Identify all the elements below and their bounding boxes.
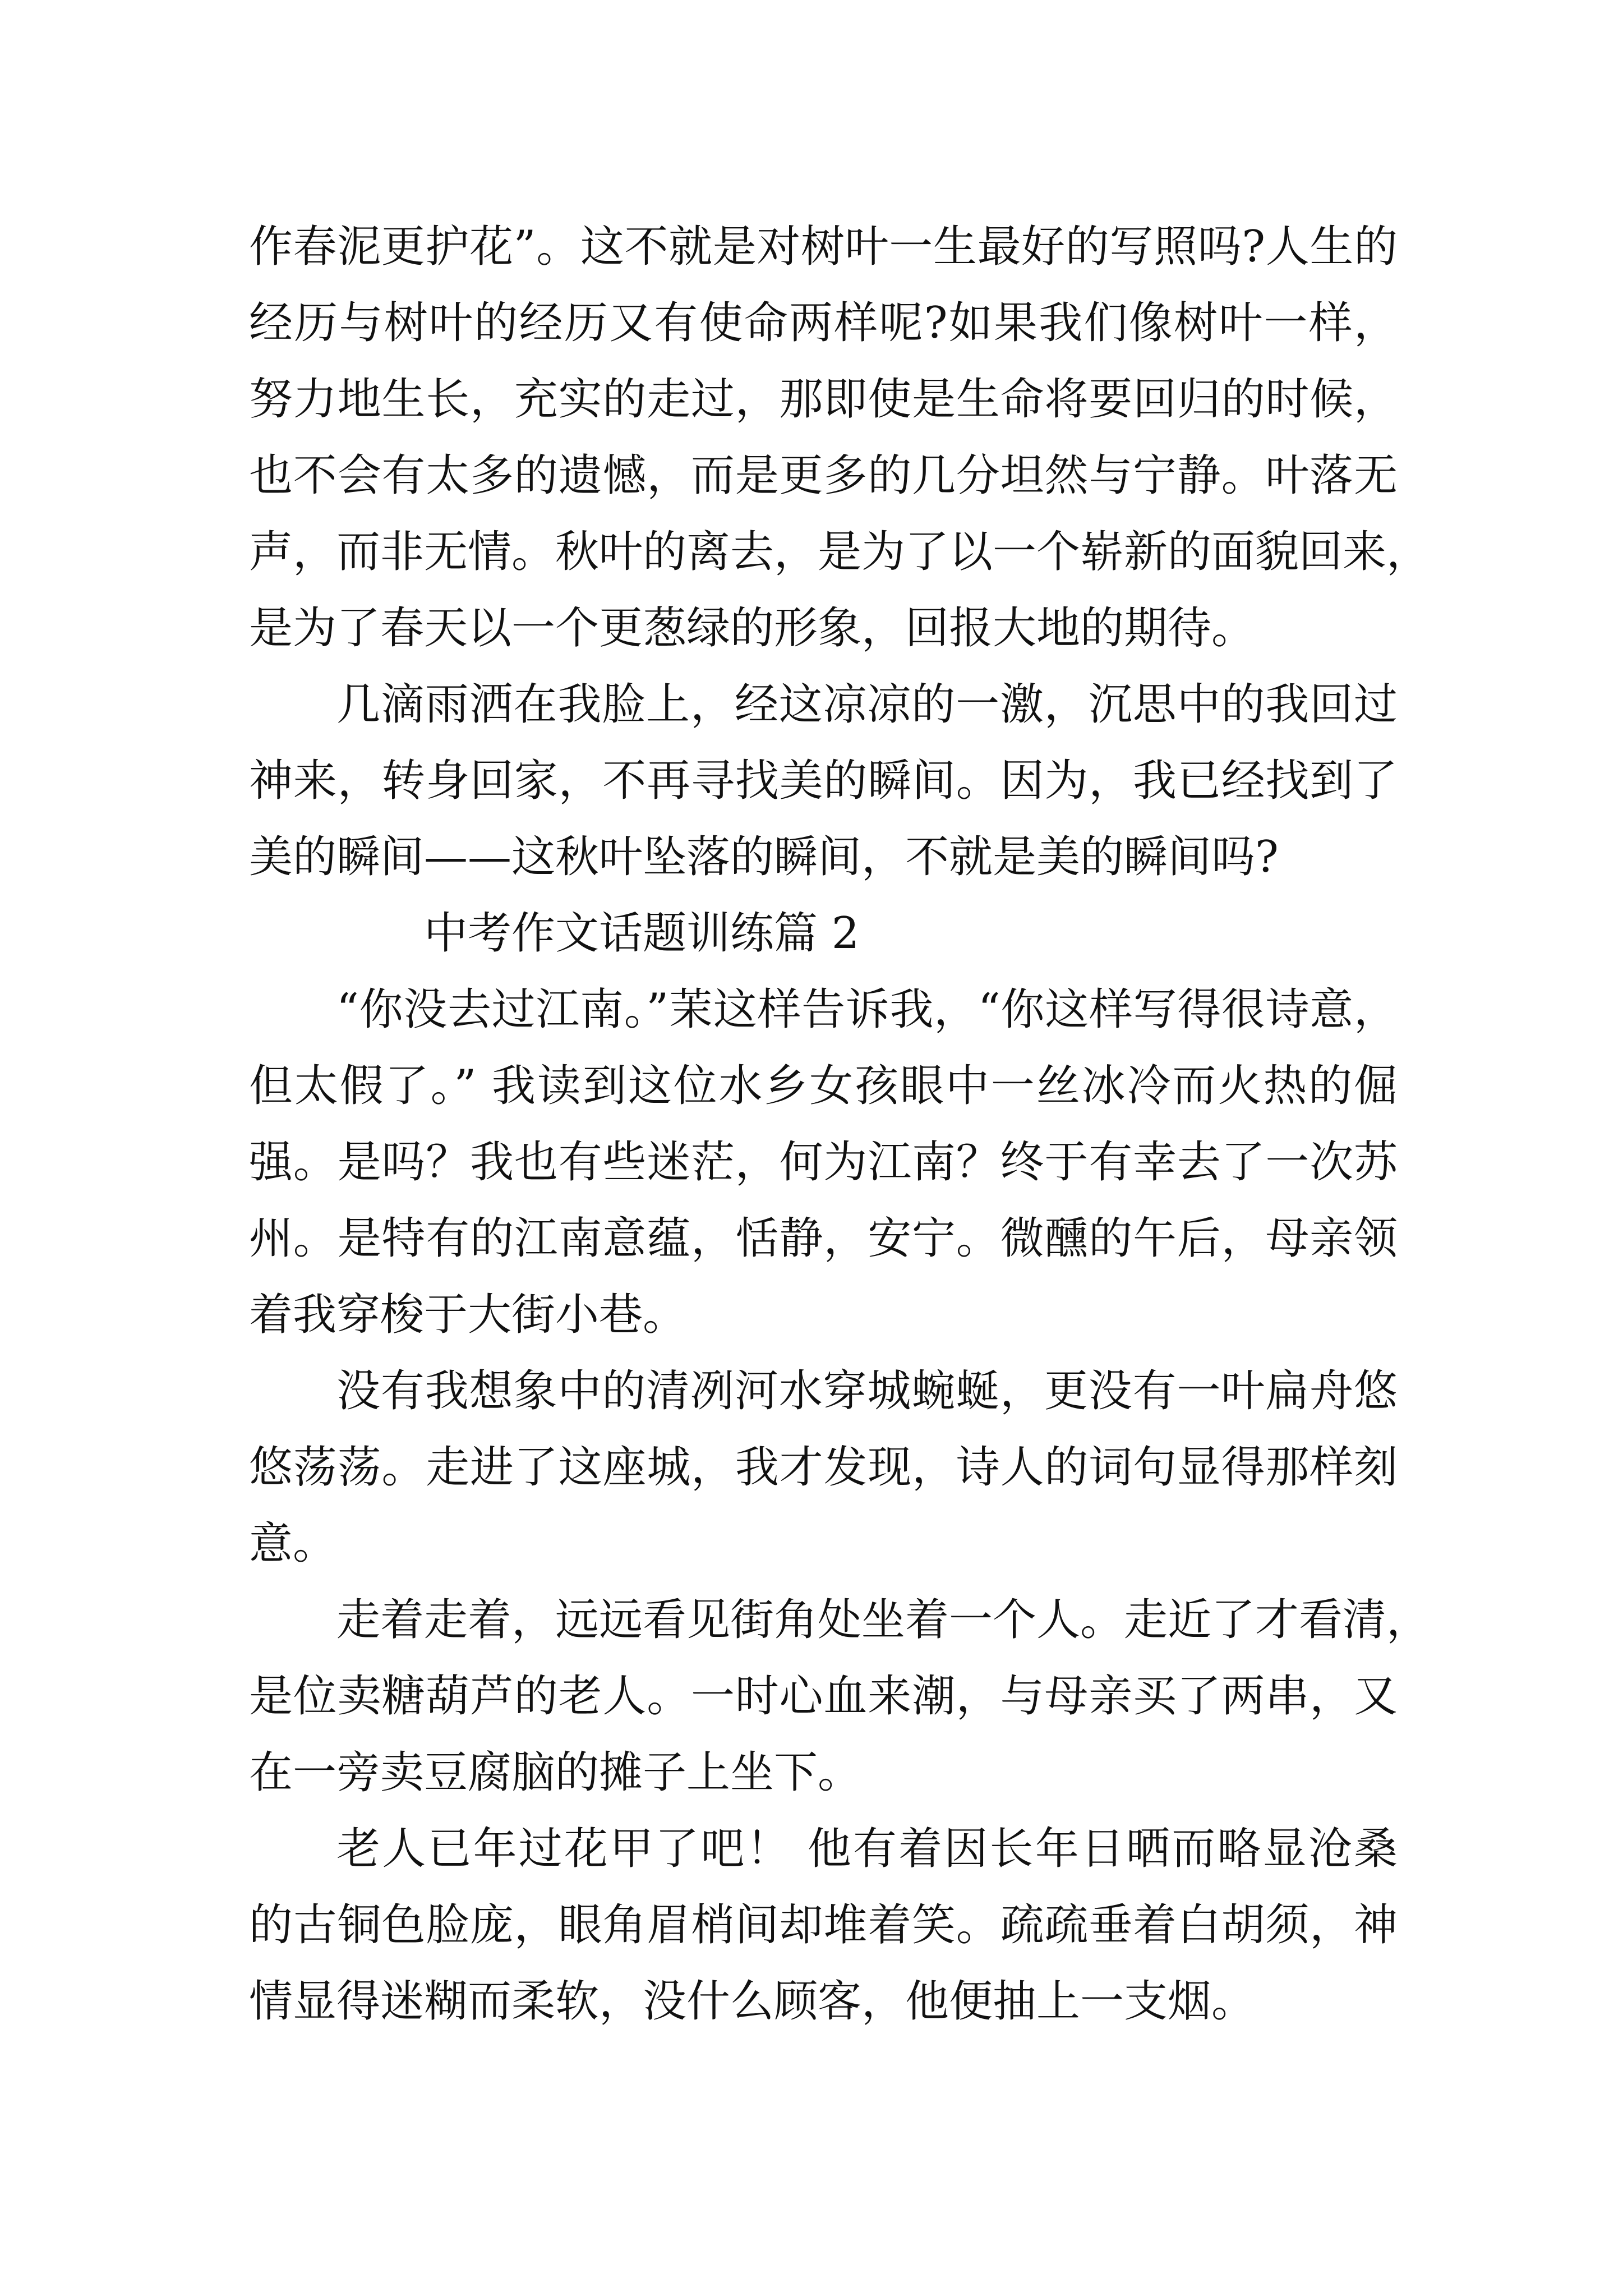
- text-line: 没有我想象中的清冽河水穿城蜿蜒，更没有一叶扁舟悠: [336, 1366, 1398, 1416]
- paragraph: [249, 666, 1398, 895]
- text-line: 州。是特有的江南意蕴，恬静，安宁。微醺的午后，母亲领: [249, 1213, 1398, 1264]
- text-line: 强。是吗？我也有些迷茫，何为江南？终于有幸去了一次苏: [249, 1137, 1398, 1188]
- text-line: 但太假了。” 我读到这位水乡女孩眼中一丝冰冷而火热的倔: [249, 1061, 1398, 1111]
- paragraph: [249, 1811, 1398, 2040]
- paragraph-continuation: [249, 209, 1431, 666]
- text-line: 着我穿梭于大街小巷。: [249, 1290, 687, 1340]
- text-line: 悠荡荡。走进了这座城，我才发现，诗人的词句显得那样刻: [249, 1442, 1398, 1493]
- heading-text: 中考作文话题训练篇 2: [424, 908, 860, 959]
- text-line: 意。: [249, 1519, 337, 1569]
- text-line: 在一旁卖豆腐脑的摊子上坐下。: [249, 1747, 862, 1798]
- text-line: 美的瞬间——这秋叶坠落的瞬间，不就是美的瞬间吗?: [249, 832, 1279, 882]
- text-line: 努力地生长，充实的走过，那即使是生命将要回归的时候，: [249, 374, 1398, 425]
- text-line: 老人已年过花甲了吧！ 他有着因长年日晒而略显沧桑: [336, 1824, 1398, 1874]
- text-line: 的古铜色脸庞，眼角眉梢间却堆着笑。疏疏垂着白胡须，神: [249, 1900, 1398, 1950]
- document-body: [249, 209, 1431, 2040]
- text-line: 作春泥更护花”。这不就是对树叶一生最好的写照吗?人生的: [249, 222, 1398, 272]
- text-line: 经历与树叶的经历又有使命两样呢?如果我们像树叶一样，: [249, 298, 1398, 348]
- text-line: 是为了春天以一个更葱绿的形象，回报大地的期待。: [249, 603, 1256, 654]
- text-line: “你没去过江南。”茉这样告诉我，“你这样写得很诗意，: [336, 984, 1398, 1035]
- text-line: 是位卖糖葫芦的老人。一时心血来潮，与母亲买了两串，又: [249, 1671, 1398, 1722]
- paragraph: [249, 972, 1398, 1353]
- paragraph: [249, 1582, 1431, 1811]
- text-line: 走着走着，远远看见街角处坐着一个人。走近了才看清，: [336, 1595, 1431, 1645]
- section-heading: [249, 895, 1398, 972]
- text-line: 声，而非无情。秋叶的离去，是为了以一个崭新的面貌回来，: [249, 527, 1431, 577]
- text-line: 也不会有太多的遗憾，而是更多的几分坦然与宁静。叶落无: [249, 450, 1398, 501]
- text-line: 神来，转身回家，不再寻找美的瞬间。因为，我已经找到了: [249, 756, 1398, 806]
- text-line: 情显得迷糊而柔软，没什么顾客，他便抽上一支烟。: [249, 1976, 1256, 2027]
- paragraph: [249, 1353, 1398, 1582]
- text-line: 几滴雨洒在我脸上，经这凉凉的一激，沉思中的我回过: [336, 679, 1398, 730]
